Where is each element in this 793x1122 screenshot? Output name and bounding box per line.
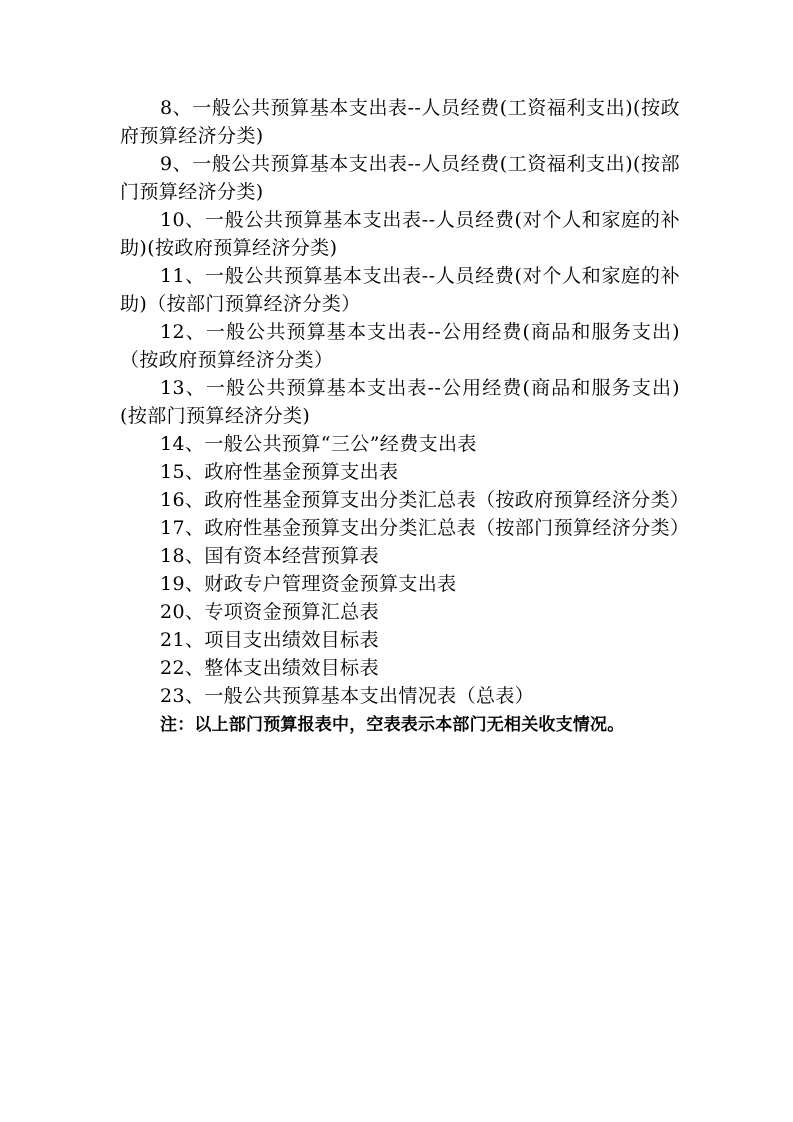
list-item-8: 8、一般公共预算基本支出表--人员经费(工资福利支出)(按政府预算经济分类)	[120, 97, 680, 147]
list-item-12: 12、一般公共预算基本支出表--公用经费(商品和服务支出)（按政府预算经济分类）	[120, 321, 680, 371]
list-item-19: 19、财政专户管理资金预算支出表	[160, 573, 457, 595]
list-item-22: 22、整体支出绩效目标表	[160, 657, 379, 679]
table-list	[120, 94, 690, 740]
list-item-16: 16、政府性基金预算支出分类汇总表（按政府预算经济分类）	[160, 489, 690, 511]
list-item-23: 23、一般公共预算基本支出情况表（总表）	[160, 685, 535, 707]
list-item-21: 21、项目支出绩效目标表	[160, 629, 379, 651]
list-item-10: 10、一般公共预算基本支出表--人员经费(对个人和家庭的补助)(按政府预算经济分类)	[120, 209, 680, 259]
list-item-18: 18、国有资本经营预算表	[160, 545, 379, 567]
list-item-17: 17、政府性基金预算支出分类汇总表（按部门预算经济分类）	[160, 517, 690, 539]
list-item-11: 11、一般公共预算基本支出表--人员经费(对个人和家庭的补助)（按部门预算经济分类）	[120, 265, 680, 315]
footnote: 注：以上部门预算报表中，空表表示本部门无相关收支情况。	[160, 715, 625, 735]
list-item-20: 20、专项资金预算汇总表	[160, 601, 379, 623]
list-item-13: 13、一般公共预算基本支出表--公用经费(商品和服务支出)(按部门预算经济分类)	[120, 377, 680, 427]
list-item-14: 14、一般公共预算“三公”经费支出表	[160, 433, 477, 455]
list-item-9: 9、一般公共预算基本支出表--人员经费(工资福利支出)(按部门预算经济分类)	[120, 153, 680, 203]
list-item-15: 15、政府性基金预算支出表	[160, 461, 399, 483]
